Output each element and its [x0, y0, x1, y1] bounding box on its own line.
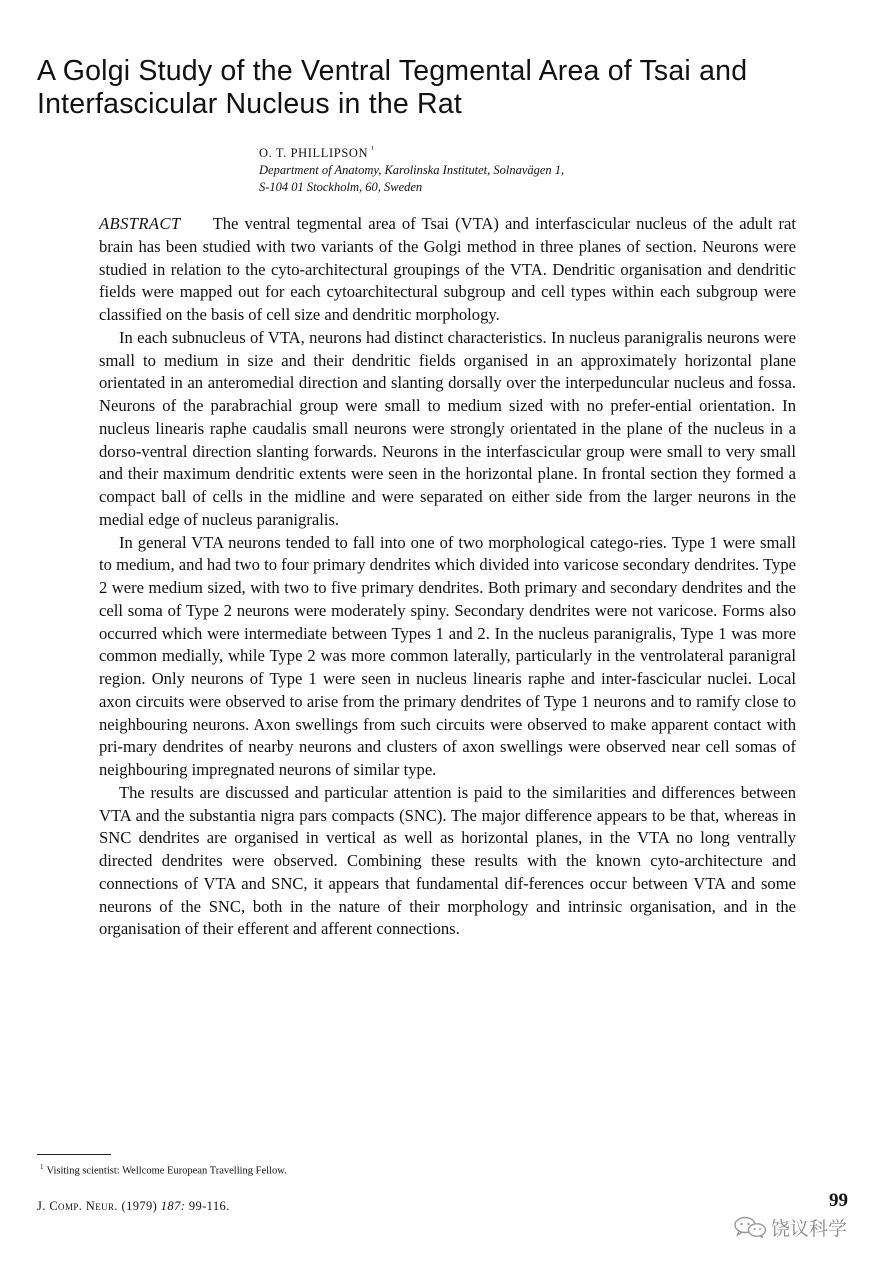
page-number: 99	[829, 1190, 848, 1211]
abstract-paragraph-1-text: The ventral tegmental area of Tsai (VTA) and interfascicular nucleus of the adult rat brain has been studied with two variants of the Golgi method in three planes of section. Neurons were studied in relation to the cyto-architectural groupings of the VTA. Dendritic organisation and dendritic fields were mapped out for each cytoarchitectural subgroup and cell types within each subgroup were classified on the basis of cell size and dendritic morphology.	[99, 214, 796, 324]
journal-name: J. Comp. Neur.	[37, 1199, 118, 1213]
abstract-paragraph-1	[99, 213, 796, 327]
watermark-text: 饶议科学	[771, 1217, 848, 1240]
paper-title	[37, 55, 857, 121]
affiliation-line-1: Department of Anatomy, Karolinska Institutet, Solnavägen 1,	[259, 163, 565, 178]
abstract-label: ABSTRACT	[99, 214, 181, 233]
abstract-paragraph-4: The results are discussed and particular attention is paid to the similarities and differences between VTA and the substantia nigra pars compacts (SNC). The major difference appears to be that, whereas in SNC dendrites are organised in vertical as well as horizontal planes, in the VTA no long ventrally directed dendrites were observed. Combining these results with the known cyto-architecture and connections of VTA and SNC, it appears that fundamental dif-ferences occur between VTA and some neurons of the SNC, both in the nature of their morphology and intrinsic organisation, and in the organisation of their efferent and afferent connections.	[99, 782, 796, 939]
author-block	[259, 141, 859, 196]
abstract	[99, 213, 796, 941]
wechat-icon	[733, 1216, 767, 1238]
journal-pages: 99-116.	[188, 1199, 230, 1213]
affiliation-line-2: S-104 01 Stockholm, 60, Sweden	[259, 180, 423, 195]
footnote	[40, 1163, 287, 1177]
watermark	[733, 1214, 865, 1240]
footnote-text: Visiting scientist: Wellcome European Travelling Fellow.	[46, 1165, 287, 1177]
journal-volume: 187:	[160, 1199, 186, 1213]
footnote-rule	[37, 1154, 111, 1155]
author-line	[259, 141, 859, 162]
abstract-paragraph-2: In each subnucleus of VTA, neurons had distinct characteristics. In nucleus paranigralis neurons were small to medium in size and their dendritic fields organised in an approximately horizontal plane orientated in an anteromedial direction and slanting dorsally over the interpeduncular nucleus and fossa. Neurons of the parabrachial group were small to medium sized with no prefer-ential orientation. In nucleus linearis raphe caudalis small neurons were strongly orientated in the plane of the nucleus in a dorso-ventral direction slanting forwards. Neurons in the interfascicular group were small to very small and their maximum dendritic extents were seen in the horizontal plane. In frontal section they formed a compact ball of cells in the midline and were separated on either side from the larger neurons in the medial edge of nucleus paranigralis.	[99, 327, 796, 529]
title-line-2: Interfascicular Nucleus in the Rat	[37, 88, 462, 120]
title-line-1: A Golgi Study of the Ventral Tegmental Area of Tsai and	[37, 55, 748, 87]
footnote-mark: 1	[40, 1163, 44, 1171]
author-name: O. T. PHILLIPSON	[259, 146, 369, 161]
abstract-paragraph-3: In general VTA neurons tended to fall into one of two morphological catego-ries. Type 1 were small to medium, and had two to four primary dendrites which divided into varicose secondary dendrites. Type 2 were medium sized, with two to five primary dendrites. Both primary and secondary dendrites and the cell soma of Type 2 neurons were moderately spiny. Secondary dendrites were not varicose. Forms also occurred which were intermediate between Types 1 and 2. In the nucleus paranigralis, Type 1 was more common medially, while Type 2 was more common laterally, particularly in the ventrolateral paranigral region. Only neurons of Type 1 were seen in nucleus linearis raphe and inter-fascicular nuclei. Local axon circuits were observed to arise from the primary dendrites of Type 1 neurons and to ramify close to neighbouring neurons. Axon swellings from such circuits were observed to make apparent contact with pri-mary dendrites of nearby neurons and clusters of axon swellings were observed near cell somas of neighbouring impregnated neurons of similar type.	[99, 532, 796, 779]
journal-citation	[37, 1199, 230, 1214]
author-footnote-mark: ¹	[371, 144, 374, 154]
journal-year: (1979)	[121, 1199, 158, 1213]
